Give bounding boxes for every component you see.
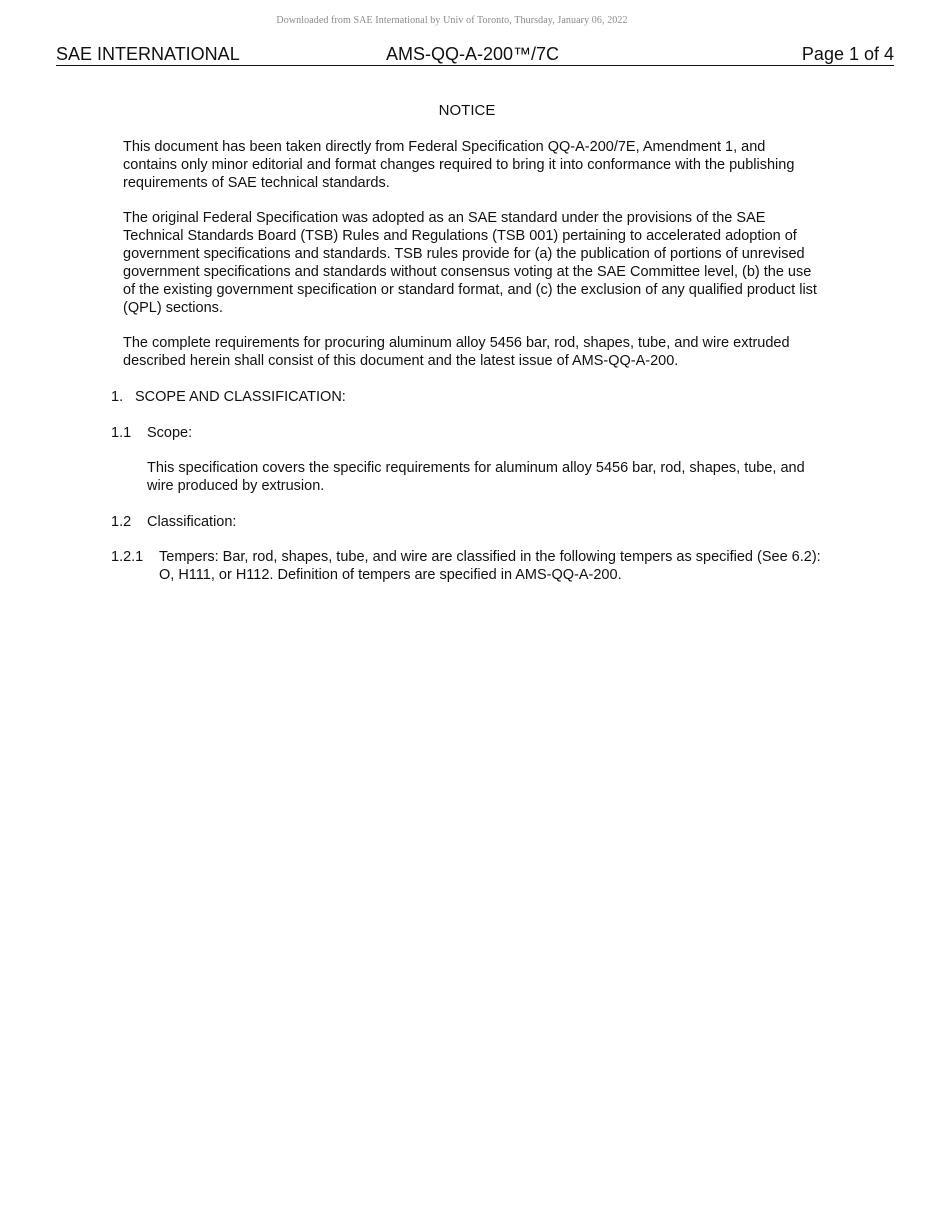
section-number: 1.1 [111,425,132,441]
download-watermark: Downloaded from SAE International by Univ of Toronto, Thursday, January 06, 2022 [276,15,628,26]
notice-paragraph-1: This document has been taken directly from Federal Specification QQ-A-200/7E, Amendment 1, and contains only minor editorial and format changes required to bring it into conformance with the publishing requirements of SAE technical standards. [123,139,795,191]
section-1-2-1 [111,548,823,584]
notice-paragraph-3: The complete requirements for procuring aluminum alloy 5456 bar, rod, shapes, tube, and wire extruded described herein shall consist of this document and the latest issue of AMS-QQ-A-200. [123,335,790,369]
section-title: SCOPE AND CLASSIFICATION: [135,389,346,405]
section-1-1-body: This specification covers the specific requirements for aluminum alloy 5456 bar, rod, shapes, tube, and wire produced by extrusion. [147,460,805,494]
header-document-id: AMS-QQ-A-200™/7C [386,44,560,64]
header-page-number: Page 1 of 4 [801,44,894,64]
section-1-heading [111,388,346,406]
section-number: 1. [111,389,124,405]
notice-title: NOTICE [438,102,496,119]
header-organization: SAE INTERNATIONAL [56,44,240,64]
section-1-2-heading [111,513,236,531]
page-header [56,44,894,66]
section-1-1-heading [111,424,192,442]
notice-paragraph-2: The original Federal Specification was adopted as an SAE standard under the provisions of the SAE Technical Standards Board (TSB) Rules and Regulations (TSB 001) pertaining to accelerated adoption of government specifications and standards. TSB rules provide for (a) the publication of portions of unrevised government specifications and standards without consensus voting at the SAE Committee level, (b) the use of the existing government specification or standard format, and (c) the exclusion of any qualified product list (QPL) sections. [123,210,817,316]
section-title: Scope: [147,425,193,441]
section-title: Classification: [147,514,237,530]
section-number: 1.2.1 [111,549,144,565]
section-number: 1.2 [111,514,132,530]
section-body: Tempers: Bar, rod, shapes, tube, and wire are classified in the following tempers as specified (See 6.2): O, H111, or H112. Definition of tempers are specified in AMS-QQ-A-200. [159,549,821,583]
